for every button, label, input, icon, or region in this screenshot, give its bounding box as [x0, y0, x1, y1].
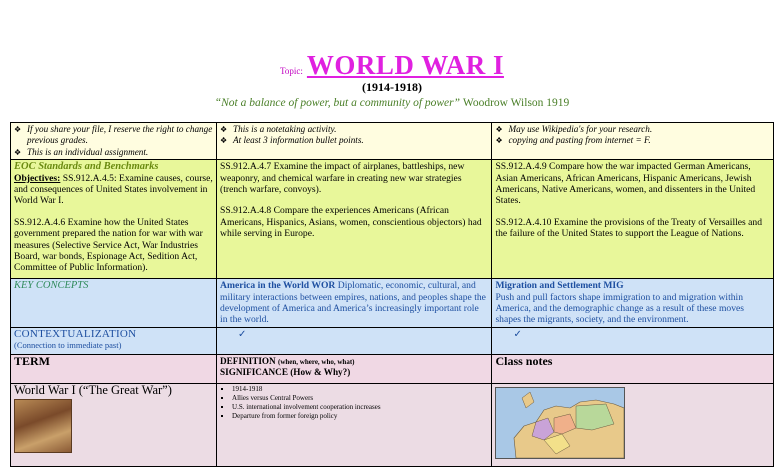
standard-text: SS.912.A.4.5: Examine causes, course, and consequences of United States involvement in World War I. — [14, 172, 213, 207]
list-item: ▪ 1914-1918 — [232, 385, 488, 394]
page-title: WORLD WAR I — [306, 50, 504, 80]
rules-cell-2 — [217, 123, 492, 160]
europe-map-image — [495, 387, 625, 459]
key-concepts-label-cell — [11, 279, 217, 328]
notes-table — [10, 122, 774, 467]
contextualization-subtitle: (Connection to immediate past) — [14, 340, 122, 351]
significance-label: SIGNIFICANCE (How & Why?) — [220, 367, 351, 378]
standard-4-8: SS.912.A.4.8 Compare the experiences Americans (African Americans, Hispanics, Asians, women, conscientious objectors) had while serving in Europe. — [220, 205, 482, 240]
theme-wor-cell — [217, 279, 492, 328]
notes-header-cell — [492, 354, 774, 383]
rule-text: At least 3 information bullet points. — [233, 135, 364, 146]
theme-mig-cell — [492, 279, 774, 328]
contextualization-cell — [11, 327, 217, 354]
theme-mig-name: Migration and Settlement MIG — [495, 280, 624, 292]
standard-4-9: SS.912.A.4.9 Compare how the war impacted German Americans, Asian Americans, African Americans, Hispanic Americans, Jewish Americans, Native Americans, women, and dissenters in the United States. — [495, 161, 756, 207]
definition-hint: (when, where, who, what) — [278, 357, 355, 366]
standard-4-7: SS.912.A.4.7 Examine the impact of airplanes, battleships, new weaponry, and chemical warfare in creating new war strategies (trench warfare, convoys). — [220, 161, 465, 196]
list-item: ▪ U.S. international involvement cooperation increases — [232, 403, 488, 412]
term-cell[interactable] — [11, 383, 217, 466]
context-check-cell-1[interactable] — [217, 327, 492, 354]
standards-cell-3 — [492, 160, 774, 279]
table-header-row — [11, 354, 774, 383]
rules-cell-3 — [492, 123, 774, 160]
contextualization-title: CONTEXTUALIZATION — [14, 327, 137, 340]
standard-4-5 — [14, 173, 213, 207]
rules-row — [11, 123, 774, 160]
map-graphic — [496, 388, 624, 458]
key-concepts-row — [11, 279, 774, 328]
years: (1914-1918) — [362, 80, 422, 94]
standards-cell-1 — [11, 160, 217, 279]
standards-cell-2 — [217, 160, 492, 279]
theme-wor-name: America in the World WOR — [220, 280, 336, 292]
list-item: ▪ Allies versus Central Powers — [232, 394, 488, 403]
definition-header-cell — [217, 354, 492, 383]
checkmark-icon: ✓ — [238, 328, 247, 340]
rule-text: If you share your file, I reserve the right to change previous grades. — [27, 124, 213, 146]
class-notes-header: Class notes — [495, 354, 553, 368]
document-header — [0, 48, 784, 110]
term-header: TERM — [14, 354, 50, 368]
quote — [0, 96, 784, 110]
list-item: ▪ Departure from former foreign policy — [232, 412, 488, 421]
theme-wor-text: Diplomatic, economic, cultural, and military interactions between empires, nations, and peoples shape the development of America and America’s increasingly important role in the world. — [220, 280, 486, 326]
term-world-war-i: World War I (“The Great War”) — [14, 383, 172, 397]
contextualization-row — [11, 327, 774, 354]
standard-4-6: SS.912.A.4.6 Examine how the United States government prepared the nation for war with war measures (Selective Service Act, War Industries Board, war bonds, Espionage Act, Sedition Act, Committee of Public Information). — [14, 216, 203, 274]
bullet-icon: ❖ — [220, 136, 228, 146]
standards-heading: EOC Standards and Benchmarks — [14, 161, 159, 173]
rule-text: copying and pasting from internet = F. — [508, 135, 651, 146]
definition-points — [220, 385, 488, 421]
definition-header — [220, 356, 488, 378]
rule-text: This is a notetaking activity. — [233, 124, 337, 134]
bullet-icon: ❖ — [14, 147, 22, 157]
rule-text: May use Wikipedia's for your research. — [508, 124, 653, 134]
term-header-cell — [11, 354, 217, 383]
class-notes-cell[interactable] — [492, 383, 774, 466]
theme-mig-text: Push and pull factors shape immigration to and migration within America, and the demographic change as a result of these moves shapes the migrants, society, and the environment. — [495, 291, 744, 326]
definition-cell[interactable] — [217, 383, 492, 466]
quote-text: “Not a balance of power, but a community of power” — [214, 97, 461, 109]
context-check-cell-2[interactable] — [492, 327, 774, 354]
definition-label: DEFINITION — [220, 355, 276, 366]
rule-text: This is an individual assignment. — [27, 146, 149, 157]
checkmark-icon: ✓ — [513, 328, 522, 340]
propaganda-poster-image — [14, 399, 72, 453]
table-row — [11, 383, 774, 466]
rules-cell-1 — [11, 123, 217, 160]
bullet-icon: ❖ — [495, 125, 503, 134]
objectives-label: Objectives: — [14, 172, 61, 184]
title-line — [0, 48, 784, 82]
bullet-icon: ❖ — [14, 125, 22, 134]
bullet-icon: ❖ — [220, 125, 228, 134]
standards-row — [11, 160, 774, 279]
quote-author: Woodrow Wilson 1919 — [462, 97, 570, 109]
topic-label: Topic: — [280, 66, 303, 76]
standard-4-10: SS.912.A.4.10 Examine the provisions of the Treaty of Versailles and the failure of the United States to support the League of Nations. — [495, 216, 763, 240]
key-concepts-label: KEY CONCEPTS — [14, 280, 89, 292]
bullet-icon: ❖ — [495, 136, 503, 146]
